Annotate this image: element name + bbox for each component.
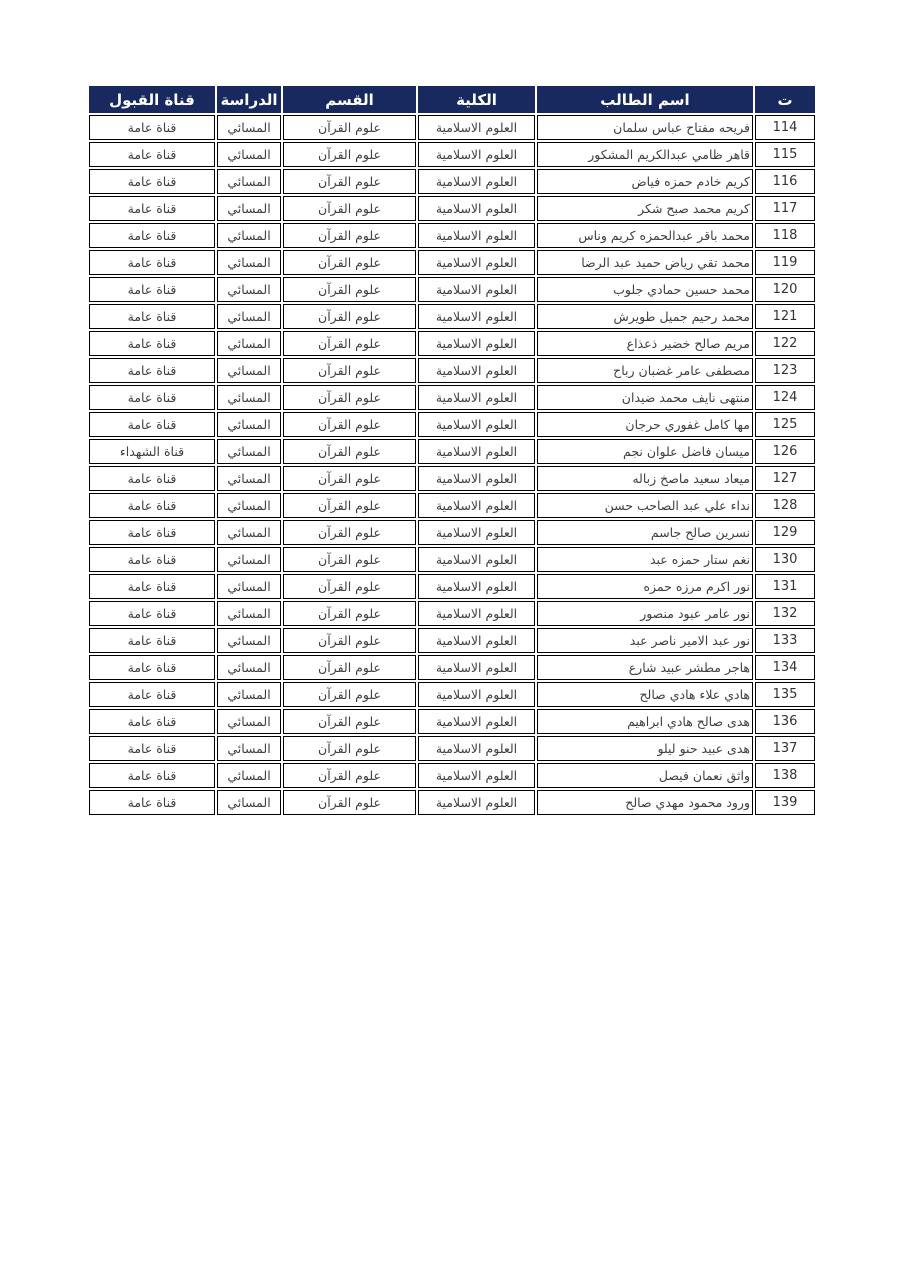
header-department: القسم xyxy=(283,86,416,113)
cell-admission-channel: قناة عامة xyxy=(89,331,215,356)
cell-number: 133 xyxy=(755,628,815,653)
cell-student-name: مصطفى عامر غضبان رباح xyxy=(537,358,753,383)
table-row xyxy=(89,304,815,329)
cell-student-name: محمد باقر عبدالحمزه كريم وناس xyxy=(537,223,753,248)
cell-admission-channel: قناة عامة xyxy=(89,169,215,194)
cell-department: علوم القرآن xyxy=(283,520,416,545)
table-row xyxy=(89,790,815,815)
table-row xyxy=(89,169,815,194)
cell-number: 129 xyxy=(755,520,815,545)
cell-number: 137 xyxy=(755,736,815,761)
cell-department: علوم القرآن xyxy=(283,439,416,464)
table-row xyxy=(89,412,815,437)
table-row xyxy=(89,142,815,167)
cell-admission-channel: قناة عامة xyxy=(89,385,215,410)
cell-number: 125 xyxy=(755,412,815,437)
cell-college: العلوم الاسلامية xyxy=(418,628,535,653)
cell-number: 114 xyxy=(755,115,815,140)
cell-department: علوم القرآن xyxy=(283,493,416,518)
table-row xyxy=(89,250,815,275)
cell-study: المسائي xyxy=(217,331,281,356)
cell-college: العلوم الاسلامية xyxy=(418,169,535,194)
cell-department: علوم القرآن xyxy=(283,142,416,167)
cell-student-name: كريم خادم حمزه فياض xyxy=(537,169,753,194)
cell-study: المسائي xyxy=(217,250,281,275)
cell-number: 121 xyxy=(755,304,815,329)
cell-admission-channel: قناة عامة xyxy=(89,223,215,248)
cell-study: المسائي xyxy=(217,169,281,194)
cell-student-name: فريحه مفتاح عباس سلمان xyxy=(537,115,753,140)
cell-department: علوم القرآن xyxy=(283,358,416,383)
cell-admission-channel: قناة عامة xyxy=(89,358,215,383)
cell-admission-channel: قناة الشهداء xyxy=(89,439,215,464)
cell-study: المسائي xyxy=(217,277,281,302)
cell-number: 118 xyxy=(755,223,815,248)
cell-student-name: قاهر ظامي عبدالكريم المشكور xyxy=(537,142,753,167)
cell-admission-channel: قناة عامة xyxy=(89,412,215,437)
cell-department: علوم القرآن xyxy=(283,628,416,653)
cell-student-name: ورود محمود مهدي صالح xyxy=(537,790,753,815)
cell-study: المسائي xyxy=(217,412,281,437)
cell-admission-channel: قناة عامة xyxy=(89,493,215,518)
cell-number: 122 xyxy=(755,331,815,356)
cell-number: 126 xyxy=(755,439,815,464)
cell-study: المسائي xyxy=(217,790,281,815)
cell-college: العلوم الاسلامية xyxy=(418,601,535,626)
cell-number: 134 xyxy=(755,655,815,680)
cell-study: المسائي xyxy=(217,385,281,410)
cell-department: علوم القرآن xyxy=(283,250,416,275)
table-header xyxy=(89,86,815,113)
cell-admission-channel: قناة عامة xyxy=(89,466,215,491)
cell-study: المسائي xyxy=(217,628,281,653)
cell-number: 120 xyxy=(755,277,815,302)
cell-student-name: كريم محمد صبح شكر xyxy=(537,196,753,221)
cell-student-name: محمد رحيم جميل طويرش xyxy=(537,304,753,329)
cell-department: علوم القرآن xyxy=(283,115,416,140)
cell-admission-channel: قناة عامة xyxy=(89,304,215,329)
header-admission-channel: قناة القبول xyxy=(89,86,215,113)
cell-department: علوم القرآن xyxy=(283,736,416,761)
cell-student-name: واثق نعمان فيصل xyxy=(537,763,753,788)
table-row xyxy=(89,466,815,491)
cell-admission-channel: قناة عامة xyxy=(89,115,215,140)
cell-college: العلوم الاسلامية xyxy=(418,385,535,410)
cell-department: علوم القرآن xyxy=(283,412,416,437)
cell-number: 132 xyxy=(755,601,815,626)
cell-department: علوم القرآن xyxy=(283,223,416,248)
cell-department: علوم القرآن xyxy=(283,655,416,680)
cell-study: المسائي xyxy=(217,358,281,383)
cell-college: العلوم الاسلامية xyxy=(418,331,535,356)
cell-student-name: نور اكرم مرزه حمزه xyxy=(537,574,753,599)
header-study: الدراسة xyxy=(217,86,281,113)
cell-college: العلوم الاسلامية xyxy=(418,277,535,302)
cell-admission-channel: قناة عامة xyxy=(89,790,215,815)
cell-admission-channel: قناة عامة xyxy=(89,763,215,788)
cell-college: العلوم الاسلامية xyxy=(418,223,535,248)
table-row xyxy=(89,709,815,734)
cell-department: علوم القرآن xyxy=(283,169,416,194)
cell-college: العلوم الاسلامية xyxy=(418,682,535,707)
cell-student-name: نسرين صالح جاسم xyxy=(537,520,753,545)
cell-college: العلوم الاسلامية xyxy=(418,466,535,491)
table-row xyxy=(89,331,815,356)
table-row xyxy=(89,223,815,248)
table-row xyxy=(89,547,815,572)
table-row xyxy=(89,115,815,140)
cell-study: المسائي xyxy=(217,466,281,491)
cell-study: المسائي xyxy=(217,574,281,599)
cell-department: علوم القرآن xyxy=(283,790,416,815)
cell-department: علوم القرآن xyxy=(283,304,416,329)
table-row xyxy=(89,574,815,599)
cell-study: المسائي xyxy=(217,304,281,329)
cell-student-name: منتهى نايف محمد ضيدان xyxy=(537,385,753,410)
cell-number: 115 xyxy=(755,142,815,167)
student-admission-table xyxy=(87,84,817,817)
cell-college: العلوم الاسلامية xyxy=(418,412,535,437)
cell-number: 119 xyxy=(755,250,815,275)
cell-student-name: مريم صالح خضير ذعذاع xyxy=(537,331,753,356)
cell-student-name: هاجر مطشر عبيد شارع xyxy=(537,655,753,680)
table-row xyxy=(89,655,815,680)
header-student-name: اسم الطالب xyxy=(537,86,753,113)
cell-number: 117 xyxy=(755,196,815,221)
table-row xyxy=(89,358,815,383)
cell-admission-channel: قناة عامة xyxy=(89,277,215,302)
cell-study: المسائي xyxy=(217,196,281,221)
cell-college: العلوم الاسلامية xyxy=(418,493,535,518)
cell-admission-channel: قناة عامة xyxy=(89,574,215,599)
table-row xyxy=(89,682,815,707)
cell-admission-channel: قناة عامة xyxy=(89,250,215,275)
cell-study: المسائي xyxy=(217,601,281,626)
cell-number: 124 xyxy=(755,385,815,410)
cell-department: علوم القرآن xyxy=(283,331,416,356)
cell-student-name: هدى عبيد حنو ليلو xyxy=(537,736,753,761)
table-row xyxy=(89,493,815,518)
cell-study: المسائي xyxy=(217,520,281,545)
cell-number: 116 xyxy=(755,169,815,194)
table-row xyxy=(89,277,815,302)
cell-college: العلوم الاسلامية xyxy=(418,358,535,383)
cell-student-name: مها كامل غفوري حرجان xyxy=(537,412,753,437)
cell-number: 136 xyxy=(755,709,815,734)
cell-number: 128 xyxy=(755,493,815,518)
cell-department: علوم القرآن xyxy=(283,601,416,626)
cell-admission-channel: قناة عامة xyxy=(89,142,215,167)
cell-student-name: نور عبد الامير ناصر عبد xyxy=(537,628,753,653)
cell-study: المسائي xyxy=(217,709,281,734)
table-row xyxy=(89,736,815,761)
cell-department: علوم القرآن xyxy=(283,682,416,707)
cell-student-name: نغم ستار حمزه عبد xyxy=(537,547,753,572)
cell-college: العلوم الاسلامية xyxy=(418,439,535,464)
cell-number: 138 xyxy=(755,763,815,788)
cell-student-name: نداء علي عبد الصاحب حسن xyxy=(537,493,753,518)
cell-admission-channel: قناة عامة xyxy=(89,628,215,653)
cell-college: العلوم الاسلامية xyxy=(418,547,535,572)
cell-college: العلوم الاسلامية xyxy=(418,115,535,140)
cell-college: العلوم الاسلامية xyxy=(418,763,535,788)
cell-department: علوم القرآن xyxy=(283,466,416,491)
cell-student-name: محمد حسين حمادي جلوب xyxy=(537,277,753,302)
cell-admission-channel: قناة عامة xyxy=(89,736,215,761)
cell-study: المسائي xyxy=(217,223,281,248)
cell-admission-channel: قناة عامة xyxy=(89,196,215,221)
cell-department: علوم القرآن xyxy=(283,709,416,734)
cell-admission-channel: قناة عامة xyxy=(89,520,215,545)
cell-study: المسائي xyxy=(217,763,281,788)
cell-college: العلوم الاسلامية xyxy=(418,709,535,734)
cell-college: العلوم الاسلامية xyxy=(418,142,535,167)
cell-college: العلوم الاسلامية xyxy=(418,250,535,275)
cell-admission-channel: قناة عامة xyxy=(89,709,215,734)
table-body xyxy=(89,115,815,815)
cell-admission-channel: قناة عامة xyxy=(89,547,215,572)
cell-admission-channel: قناة عامة xyxy=(89,655,215,680)
cell-department: علوم القرآن xyxy=(283,574,416,599)
table-row xyxy=(89,385,815,410)
header-number: ت xyxy=(755,86,815,113)
cell-number: 131 xyxy=(755,574,815,599)
cell-admission-channel: قناة عامة xyxy=(89,682,215,707)
header-college: الكلية xyxy=(418,86,535,113)
table-row xyxy=(89,628,815,653)
cell-college: العلوم الاسلامية xyxy=(418,655,535,680)
cell-college: العلوم الاسلامية xyxy=(418,196,535,221)
cell-student-name: ميسان فاضل علوان نجم xyxy=(537,439,753,464)
cell-number: 123 xyxy=(755,358,815,383)
table-row xyxy=(89,601,815,626)
cell-number: 135 xyxy=(755,682,815,707)
table-row xyxy=(89,439,815,464)
cell-student-name: نور عامر عبود منصور xyxy=(537,601,753,626)
cell-college: العلوم الاسلامية xyxy=(418,520,535,545)
cell-department: علوم القرآن xyxy=(283,547,416,572)
cell-college: العلوم الاسلامية xyxy=(418,304,535,329)
cell-student-name: ميعاد سعيد ماصخ زباله xyxy=(537,466,753,491)
cell-department: علوم القرآن xyxy=(283,763,416,788)
cell-study: المسائي xyxy=(217,439,281,464)
table-row xyxy=(89,196,815,221)
cell-college: العلوم الاسلامية xyxy=(418,574,535,599)
cell-study: المسائي xyxy=(217,736,281,761)
cell-study: المسائي xyxy=(217,547,281,572)
cell-department: علوم القرآن xyxy=(283,385,416,410)
cell-number: 130 xyxy=(755,547,815,572)
cell-department: علوم القرآن xyxy=(283,277,416,302)
cell-number: 127 xyxy=(755,466,815,491)
cell-admission-channel: قناة عامة xyxy=(89,601,215,626)
cell-study: المسائي xyxy=(217,493,281,518)
cell-student-name: هادي علاء هادي صالح xyxy=(537,682,753,707)
cell-student-name: محمد تقي رياض حميد عبد الرضا xyxy=(537,250,753,275)
cell-study: المسائي xyxy=(217,682,281,707)
cell-study: المسائي xyxy=(217,115,281,140)
cell-college: العلوم الاسلامية xyxy=(418,790,535,815)
table-row xyxy=(89,763,815,788)
cell-college: العلوم الاسلامية xyxy=(418,736,535,761)
cell-number: 139 xyxy=(755,790,815,815)
cell-study: المسائي xyxy=(217,142,281,167)
cell-student-name: هدى صالح هادي ابراهيم xyxy=(537,709,753,734)
table-row xyxy=(89,520,815,545)
cell-department: علوم القرآن xyxy=(283,196,416,221)
cell-study: المسائي xyxy=(217,655,281,680)
header-row xyxy=(89,86,815,113)
student-table-container xyxy=(87,84,817,817)
